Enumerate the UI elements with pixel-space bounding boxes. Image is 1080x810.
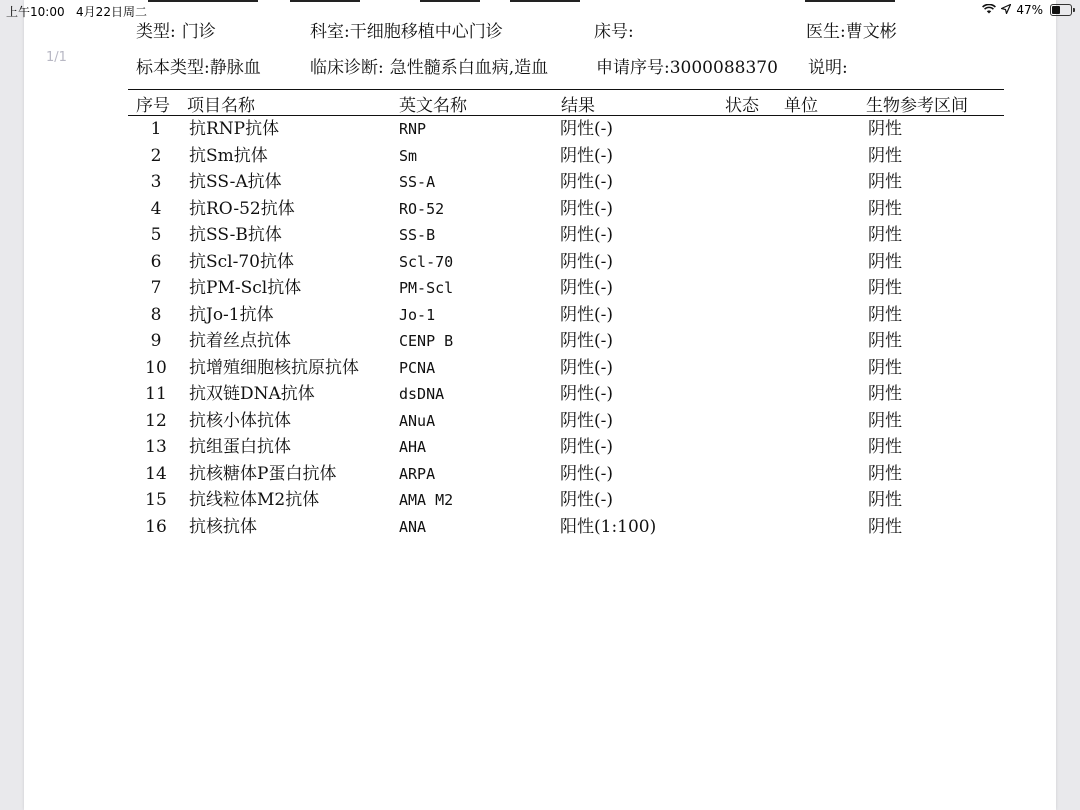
page-indicator: 1/1 xyxy=(46,50,67,65)
row-result: 阴性(-) xyxy=(560,304,614,325)
row-index: 9 xyxy=(150,331,162,351)
row-item-name: 抗Jo-1抗体 xyxy=(189,304,274,325)
row-item-name: 抗线粒体M2抗体 xyxy=(189,490,320,510)
table-row xyxy=(0,381,1080,407)
row-reference-range: 阴性 xyxy=(868,331,902,351)
row-result: 阴性(-) xyxy=(560,331,614,351)
row-reference-range: 阴性 xyxy=(868,145,902,166)
doctor-value: 曹文彬 xyxy=(845,22,897,42)
row-item-name: 抗Sm抗体 xyxy=(189,145,268,166)
row-index: 3 xyxy=(150,172,162,192)
row-result: 阴性(-) xyxy=(560,278,614,298)
doctor-label: 医生: xyxy=(806,22,846,42)
row-result: 阴性(-) xyxy=(560,172,614,192)
row-result: 阴性(-) xyxy=(560,357,614,378)
table-row xyxy=(0,355,1080,381)
row-index: 12 xyxy=(145,410,167,431)
row-reference-range: 阴性 xyxy=(868,410,902,431)
row-result: 阴性(-) xyxy=(560,119,614,139)
row-english-name: AMA M2 xyxy=(399,491,454,509)
row-reference-range: 阴性 xyxy=(868,384,902,404)
specimen-type-label: 标本类型: xyxy=(136,58,210,78)
row-result: 阴性(-) xyxy=(560,490,614,510)
status-date: 4月22日周二 xyxy=(76,5,147,19)
location-arrow-icon xyxy=(1001,3,1011,17)
row-index: 14 xyxy=(145,463,167,484)
column-header-unit: 单位 xyxy=(784,96,818,116)
row-index: 16 xyxy=(145,516,167,537)
row-reference-range: 阴性 xyxy=(868,198,902,219)
row-index: 6 xyxy=(150,251,162,272)
clinical-diagnosis xyxy=(310,53,548,78)
row-index: 2 xyxy=(150,145,162,166)
row-index: 5 xyxy=(150,225,162,245)
row-english-name: SS-B xyxy=(399,226,436,244)
note xyxy=(808,53,848,78)
table-row xyxy=(0,196,1080,222)
department-label: 科室: xyxy=(310,22,350,42)
column-header-index: 序号 xyxy=(136,96,170,116)
row-index: 15 xyxy=(145,490,167,510)
row-reference-range: 阴性 xyxy=(868,278,902,298)
row-item-name: 抗核糖体P蛋白抗体 xyxy=(189,463,337,484)
row-english-name: dsDNA xyxy=(399,385,445,403)
row-reference-range: 阴性 xyxy=(868,357,902,378)
table-row xyxy=(0,116,1080,142)
row-item-name: 抗着丝点抗体 xyxy=(189,331,291,351)
bed-number-label: 床号: xyxy=(594,22,634,42)
row-index: 11 xyxy=(145,384,167,404)
row-result: 阴性(-) xyxy=(560,251,614,272)
row-result: 阴性(-) xyxy=(560,145,614,166)
row-item-name: 抗核抗体 xyxy=(189,516,257,537)
request-number-value: 3000088370 xyxy=(669,58,778,78)
column-header-reference-range: 生物参考区间 xyxy=(866,96,968,116)
row-reference-range: 阴性 xyxy=(868,251,902,272)
row-item-name: 抗核小体抗体 xyxy=(189,410,291,431)
row-reference-range: 阴性 xyxy=(868,437,902,457)
row-english-name: PM-Scl xyxy=(399,279,454,297)
table-row xyxy=(0,275,1080,301)
table-row xyxy=(0,302,1080,328)
status-indicators xyxy=(982,3,1072,17)
row-english-name: ARPA xyxy=(399,464,436,483)
status-time: 上午10:00 xyxy=(6,5,65,19)
row-english-name: RNP xyxy=(399,120,427,138)
row-result: 阴性(-) xyxy=(560,225,614,245)
row-english-name: SS-A xyxy=(399,173,436,191)
row-english-name: RO-52 xyxy=(399,199,445,218)
row-item-name: 抗增殖细胞核抗原抗体 xyxy=(189,357,359,378)
note-label: 说明: xyxy=(808,58,848,78)
row-index: 7 xyxy=(150,278,162,298)
table-row xyxy=(0,249,1080,275)
row-result: 阴性(-) xyxy=(560,198,614,219)
row-item-name: 抗SS-B抗体 xyxy=(189,225,282,245)
row-reference-range: 阴性 xyxy=(868,225,902,245)
request-number xyxy=(596,53,778,78)
row-item-name: 抗RO-52抗体 xyxy=(189,198,295,219)
row-index: 8 xyxy=(150,304,162,325)
row-result: 阴性(-) xyxy=(560,463,614,484)
battery-percent: 47% xyxy=(1016,3,1043,17)
department-value: 干细胞移植中心门诊 xyxy=(349,22,503,42)
row-english-name: CENP B xyxy=(399,332,454,350)
column-header-result: 结果 xyxy=(561,96,595,116)
doctor xyxy=(806,17,897,42)
battery-icon xyxy=(1050,4,1072,16)
row-reference-range: 阴性 xyxy=(868,516,902,537)
row-result: 阴性(-) xyxy=(560,437,614,457)
visit-type-value: 门诊 xyxy=(181,22,216,42)
row-index: 10 xyxy=(145,357,167,378)
row-result: 阴性(-) xyxy=(560,384,614,404)
row-index: 4 xyxy=(150,198,162,219)
row-item-name: 抗PM-Scl抗体 xyxy=(189,278,302,298)
clinical-diagnosis-label: 临床诊断: xyxy=(310,58,384,78)
row-item-name: 抗双链DNA抗体 xyxy=(189,384,315,404)
row-english-name: ANA xyxy=(399,517,427,536)
row-index: 1 xyxy=(150,119,162,139)
row-result: 阳性(1:100) xyxy=(560,516,657,537)
row-english-name: Scl-70 xyxy=(399,252,454,271)
table-row xyxy=(0,328,1080,354)
status-time-date xyxy=(6,3,147,20)
row-reference-range: 阴性 xyxy=(868,119,902,139)
row-english-name: Sm xyxy=(399,146,418,165)
row-english-name: ANuA xyxy=(399,411,436,430)
row-index: 13 xyxy=(145,437,167,457)
visit-type xyxy=(136,17,216,42)
row-item-name: 抗RNP抗体 xyxy=(189,119,280,139)
bed-number xyxy=(594,17,634,42)
row-item-name: 抗组蛋白抗体 xyxy=(189,437,291,457)
table-row xyxy=(0,434,1080,460)
row-result: 阴性(-) xyxy=(560,410,614,431)
clinical-diagnosis-value: 急性髓系白血病,造血 xyxy=(389,58,549,78)
department xyxy=(310,17,503,42)
row-reference-range: 阴性 xyxy=(868,172,902,192)
row-item-name: 抗Scl-70抗体 xyxy=(189,251,294,272)
table-top-rule xyxy=(128,89,1004,90)
table-row xyxy=(0,461,1080,487)
visit-type-label: 类型: xyxy=(136,22,176,42)
column-header-status: 状态 xyxy=(725,96,759,116)
wifi-icon xyxy=(982,3,996,17)
row-reference-range: 阴性 xyxy=(868,490,902,510)
row-item-name: 抗SS-A抗体 xyxy=(189,172,282,192)
row-reference-range: 阴性 xyxy=(868,304,902,325)
table-row xyxy=(0,143,1080,169)
row-english-name: AHA xyxy=(399,438,427,456)
table-row xyxy=(0,514,1080,540)
table-row xyxy=(0,408,1080,434)
row-english-name: Jo-1 xyxy=(399,305,436,324)
column-header-english-name: 英文名称 xyxy=(399,96,467,116)
row-reference-range: 阴性 xyxy=(868,463,902,484)
request-number-label: 申请序号: xyxy=(596,58,670,78)
specimen-type xyxy=(136,53,261,78)
table-row xyxy=(0,487,1080,513)
table-row xyxy=(0,169,1080,195)
row-english-name: PCNA xyxy=(399,358,436,377)
status-bar xyxy=(0,0,1080,20)
table-row xyxy=(0,222,1080,248)
column-header-item-name: 项目名称 xyxy=(187,96,255,116)
specimen-type-value: 静脉血 xyxy=(209,58,261,78)
